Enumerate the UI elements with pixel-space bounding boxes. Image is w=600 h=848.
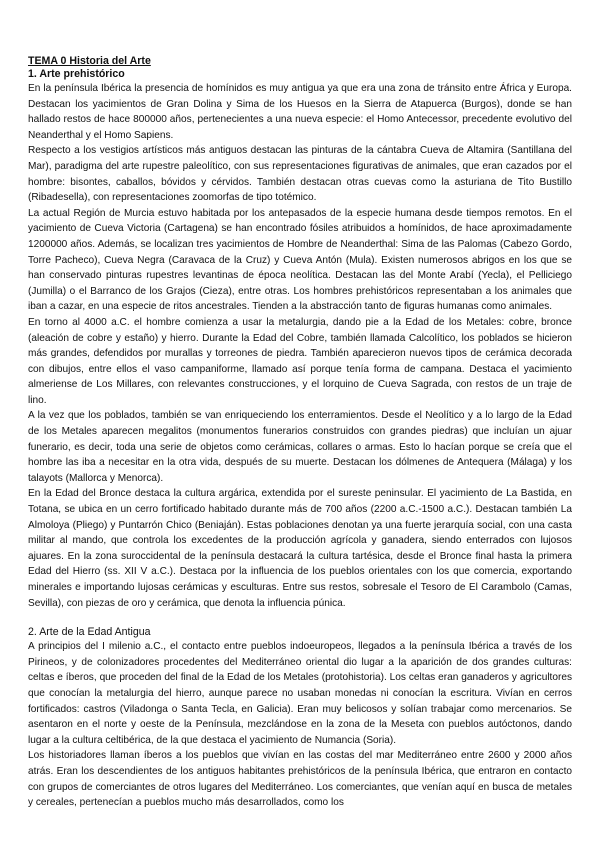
paragraph: En la Edad del Bronce destaca la cultura argárica, extendida por el sureste peninsular. El yacimiento de La Bastida, en Totana, se ubica en un cerro fortificado habitado durante más de 700 años (2200 a.C.-1500 a.C.). Destacan también La Almoloya (Pliego) y Puntarrón Chico (Beniaján). Estas poblaciones denotan ya una fuerte jerarquía social, con una casta militar al mando, que controla los excedentes de la producción agrícola y ganadera, siendo enterrados con lujosos ajuares. En la zona suroccidental de la península destacará la cultura tartésica, desde el Bronce final hasta la primera Edad del Hierro (ss. XII V a.C.). Destaca por la influencia de los pueblos orientales con los que comercia, exportando minerales e importando lujosas cerámicas y esculturas. Entre sus restos, sobresale el Tesoro de El Carambolo (Camas, Sevilla), con piezas de oro y cerámica, que denota la influencia púnica. (28, 488, 572, 609)
section-spacer (28, 611, 572, 626)
section-heading-ancient: 2. Arte de la Edad Antigua (28, 626, 151, 639)
paragraph: Los historiadores llaman íberos a los pueblos que vivían en las costas del mar Mediterráneo entre 2600 y 2000 años atrás. Eran los descendientes de los antiguos habitantes prehistóricos de la península Ibérica, que entraron en contacto con grupos de comerciantes de otros lugares del Mediterráneo. Los comerciantes, que venían aquí en busca de metales y cereales, pertenecían a pueblos mucho más desarrollados, como los (28, 750, 572, 809)
document-title: TEMA 0 Historia del Arte (28, 55, 151, 67)
paragraph: En la península Ibérica la presencia de homínidos es muy antigua ya que era una zona de tránsito entre África y Europa. Destacan los yacimientos de Gran Dolina y Sima de los Huesos en la Sierra de Atapuerca (Burgos), donde se han hallado restos de hace 800000 años, pertenecientes a una nueva especie: el Homo Antecessor, precedente evolutivo del Neanderthal y el Homo Sapiens. (28, 83, 572, 141)
section-heading-prehistoric: 1. Arte prehistórico (28, 68, 125, 80)
paragraph: En torno al 4000 a.C. el hombre comienza a usar la metalurgia, dando pie a la Edad de los Metales: cobre, bronce (aleación de cobre y estaño) y hierro. Durante la Edad del Cobre, también llamada Calcolítico, los poblados se hicieron más grandes, defendidos por murallas y torreones de piedra. También aparecieron nuevos tipos de cerámica decorada con dibujos, entre ellos el vaso campaniforme, llamado así porque tenía forma de campana. Destaca el yacimiento almeriense de Los Millares, con relevantes construcciones, y el lorquino de Cueva Sagrada, con restos de un traje de lino. (28, 316, 572, 406)
paragraph: La actual Región de Murcia estuvo habitada por los antepasados de la especie humana desde tiempos remotos. En el yacimiento de Cueva Victoria (Cartagena) se han encontrado fósiles atribuidos a homínidos, de hace aproximadamente 1200000 años. Además, se localizan tres yacimientos de Hombre de Neanderthal: Sima de las Palomas (Cabezo Gordo, Torre Pacheco), Cueva Negra (Caravaca de la Cruz) y Cueva Antón (Mula). Existen numerosos abrigos en los que se han conservado pinturas rupestres levantinas de época neolítica. Destacan las del Monte Arabí (Yecla), el Pelliciego (Jumilla) o el Barranco de los Grajos (Cieza), entre otras. Los hombres prehistóricos representaban a los animales que iban a cazar, en una especie de ritos ancestrales. Tienden a la abstracción tanto de figuras humanas como animales. (28, 207, 572, 313)
paragraph: A principios del I milenio a.C., el contacto entre pueblos indoeuropeos, llegados a la península Ibérica a través de los Pirineos, y de colonizadores procedentes del Mediterráneo oriental dio lugar a la aparición de dos grandes culturas: celtas e íberos, que proceden del final de la Edad de los Metales (protohistoria). Los celtas eran ganaderos y agricultores que conocían la metalurgia del hierro, aunque parece no usaban monedas ni conocían la escritura. Vivían en cerros fortificados: castros (Viladonga o Santa Tecla, en Galicia). Eran muy belicosos y solían trabajar como mercenarios. Se asentaron en el norte y oeste de la Península, mezclándose en la zona de la Meseta con pueblos autóctonos, dando lugar a la cultura celtibérica, de la que destaca el yacimiento de Numancia (Soria). (28, 641, 572, 746)
paragraph: Respecto a los vestigios artísticos más antiguos destacan las pinturas de la cántabra Cueva de Altamira (Santillana del Mar), paradigma del arte rupestre paleolítico, con sus representaciones figurativas de animales, que eran cazados por el hombre: bisontes, caballos, bóvidos y cérvidos. También destacan otras cuevas como la asturiana de Tito Bustillo (Ribadesella), con representaciones zoomorfas de tipo totémico. (28, 145, 572, 204)
paragraph: A la vez que los poblados, también se van enriqueciendo los enterramientos. Desde el Neolítico y a lo largo de la Edad de los Metales aparecen megalitos (monumentos funerarios construidos con grandes piedras) que incluían un ajuar funerario, es decir, toda una serie de objetos como cerámicas, collares o armas. Esto lo hacían porque se creía que el hombre las iba a necesitar en la otra vida, después de su muerte. Destacan los dólmenes de Antequera (Málaga) y los talayots (Mallorca y Menorca). (28, 410, 572, 484)
